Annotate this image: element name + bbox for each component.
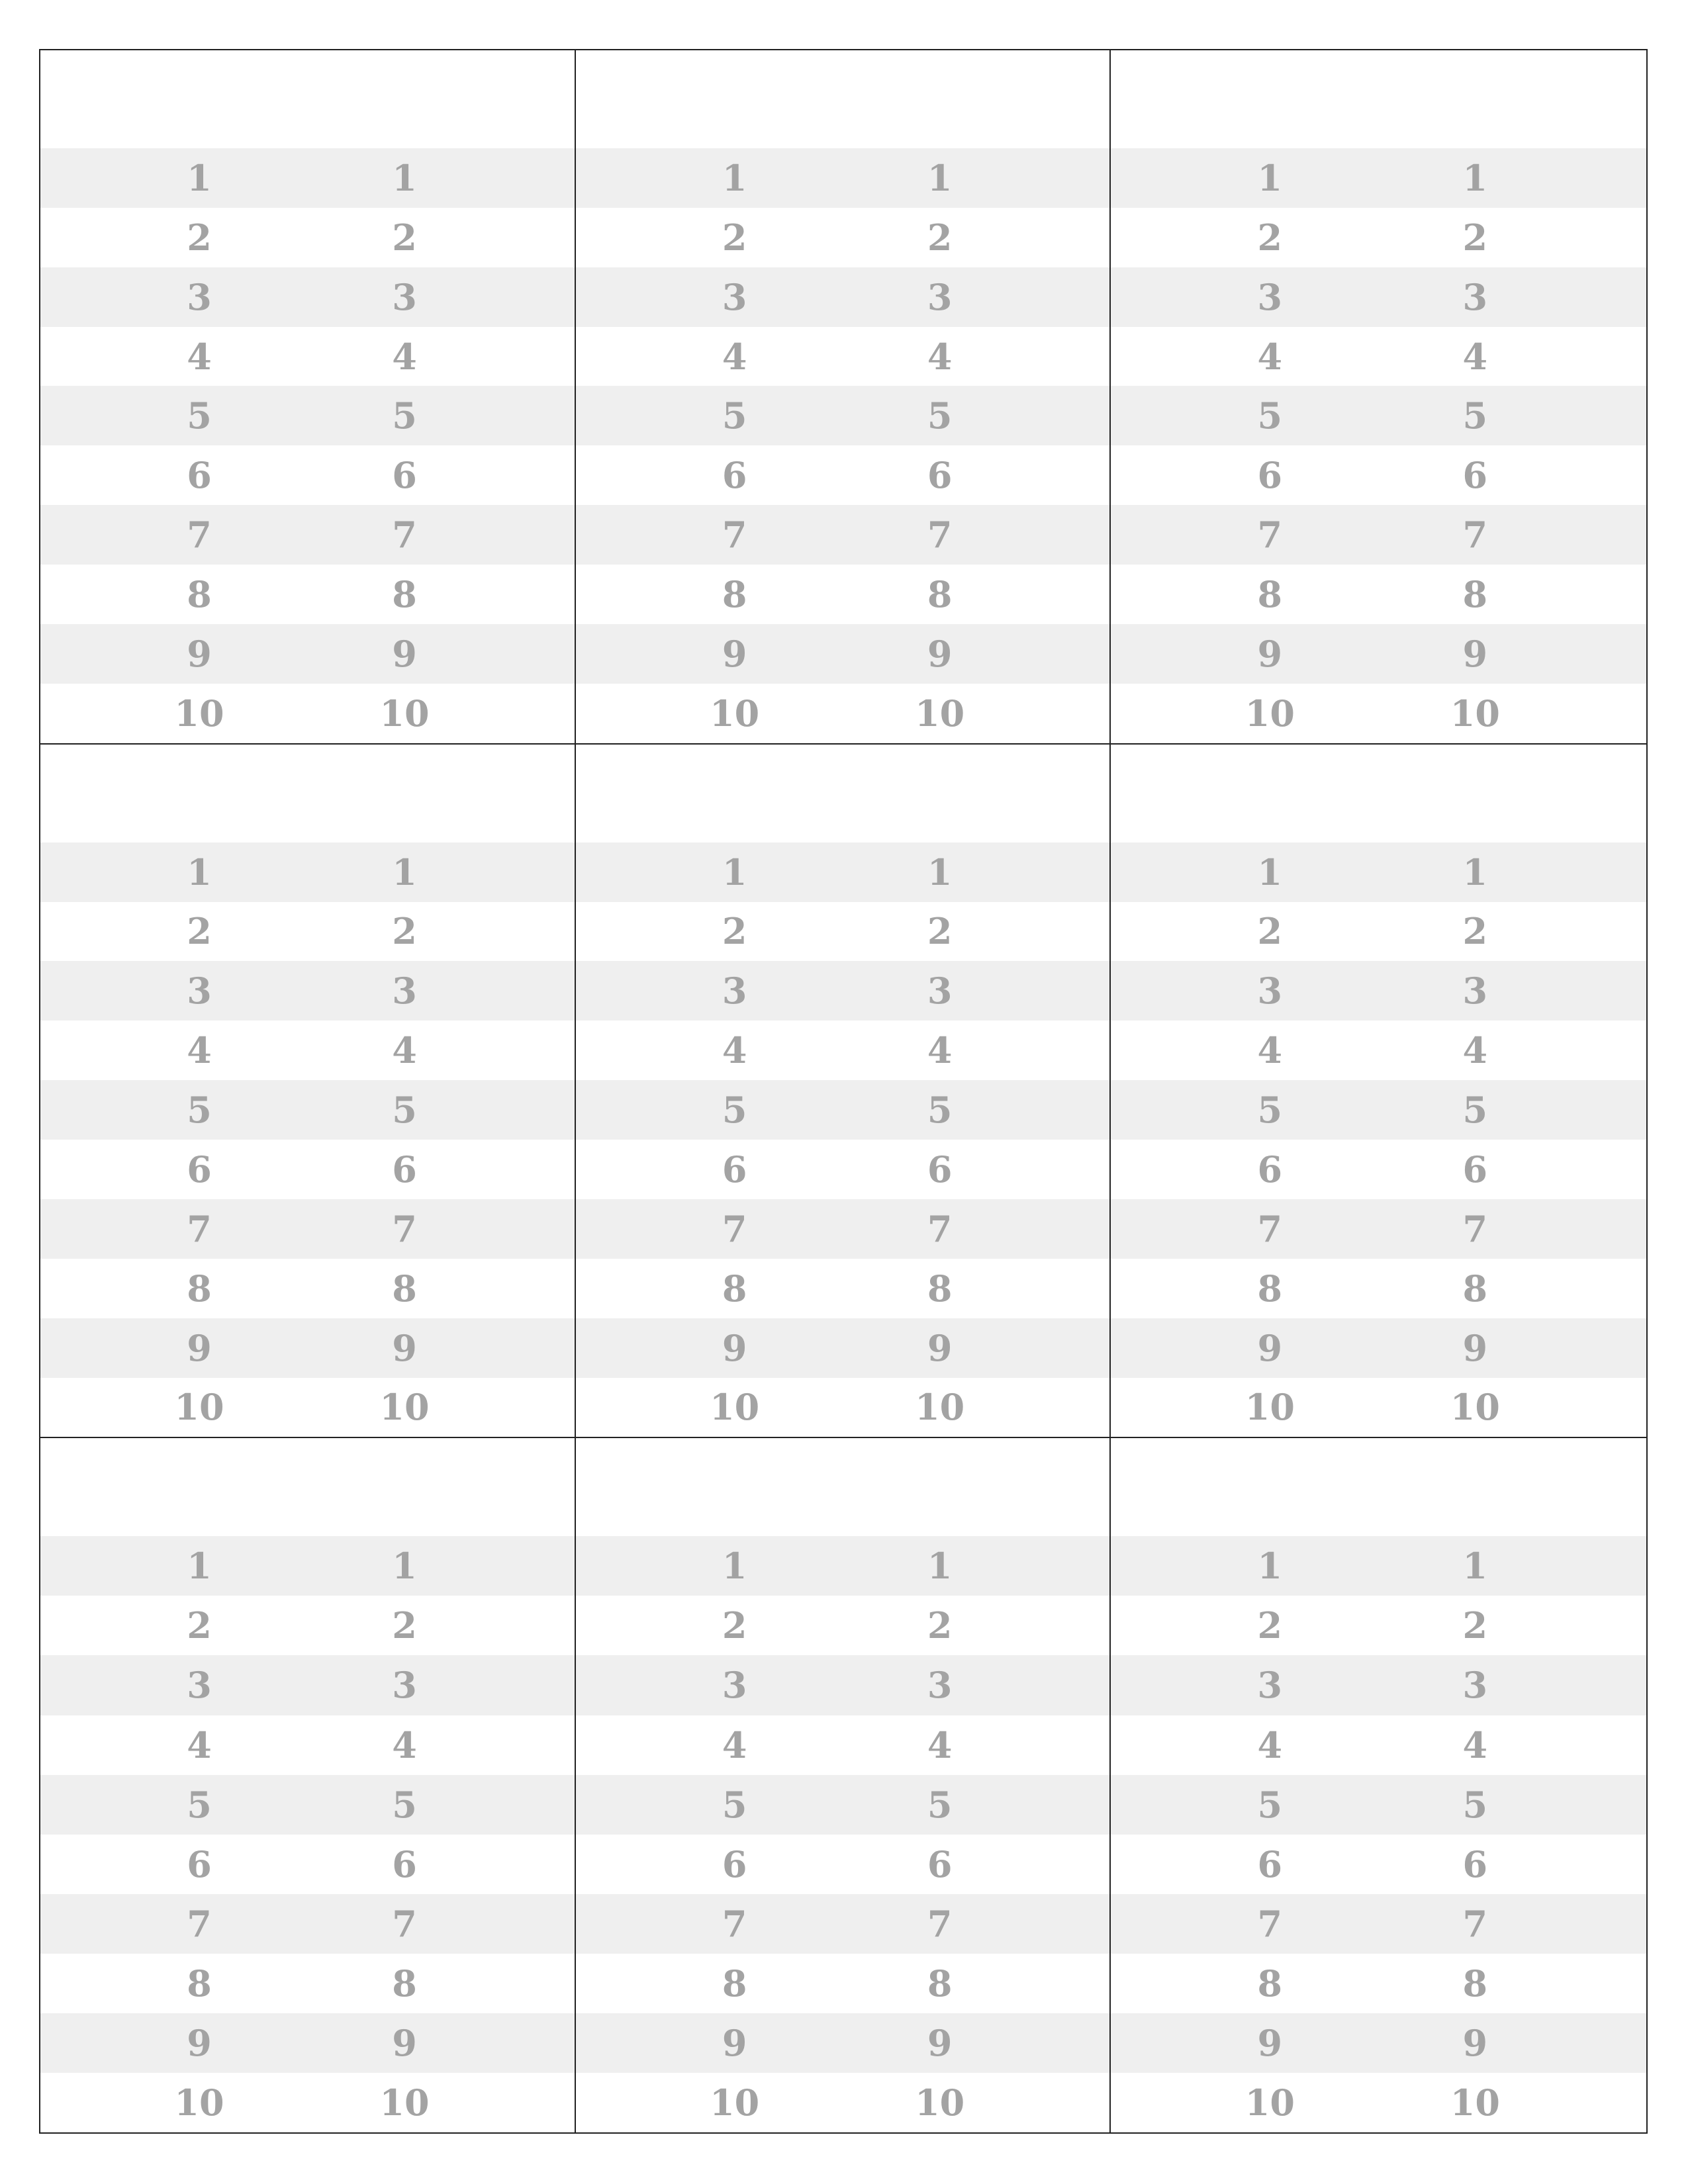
row-number-left: 2 <box>1257 216 1283 259</box>
card-rows <box>40 1536 575 2132</box>
answer-card-sheet <box>39 49 1648 2134</box>
score-row <box>576 842 1110 902</box>
row-number-right: 6 <box>927 1843 953 1886</box>
row-number-right: 10 <box>379 2081 430 2124</box>
row-number-right: 8 <box>392 572 417 615</box>
score-row <box>1111 1536 1646 1596</box>
row-number-left: 4 <box>187 335 212 378</box>
row-number-left: 5 <box>1257 1089 1283 1132</box>
row-number-right: 7 <box>392 514 417 557</box>
row-number-right: 4 <box>392 335 417 378</box>
score-row <box>576 148 1110 208</box>
row-number-left: 6 <box>1257 1148 1283 1191</box>
score-row <box>40 445 575 505</box>
row-number-left: 3 <box>187 275 212 318</box>
score-row <box>576 1775 1110 1835</box>
row-number-right: 5 <box>1462 1783 1488 1826</box>
score-row <box>1111 267 1646 327</box>
score-row <box>40 505 575 565</box>
row-number-left: 2 <box>187 910 212 953</box>
score-row <box>576 1536 1110 1596</box>
row-number-right: 3 <box>392 970 417 1013</box>
row-number-right: 6 <box>927 454 953 497</box>
score-row <box>1111 208 1646 267</box>
row-number-right: 7 <box>927 1207 953 1250</box>
row-number-left: 9 <box>187 1326 212 1369</box>
row-number-left: 8 <box>187 572 212 615</box>
row-number-left: 9 <box>722 632 747 675</box>
score-row <box>1111 1655 1646 1715</box>
row-number-left: 7 <box>187 514 212 557</box>
row-number-left: 10 <box>710 692 760 735</box>
score-row <box>1111 1199 1646 1259</box>
row-number-left: 4 <box>722 1723 747 1766</box>
row-number-left: 4 <box>187 1029 212 1072</box>
row-number-right: 1 <box>392 850 417 893</box>
score-row <box>1111 1080 1646 1140</box>
row-number-right: 6 <box>927 1148 953 1191</box>
score-row <box>40 1378 575 1437</box>
score-row <box>1111 445 1646 505</box>
row-number-right: 6 <box>392 454 417 497</box>
score-row <box>1111 148 1646 208</box>
row-number-left: 9 <box>722 1326 747 1369</box>
row-number-right: 4 <box>1462 1029 1488 1072</box>
score-row <box>576 565 1110 624</box>
score-row <box>1111 684 1646 743</box>
score-row <box>40 1140 575 1199</box>
row-number-right: 9 <box>392 2021 417 2064</box>
row-number-right: 8 <box>1462 1267 1488 1310</box>
row-number-right: 2 <box>927 1604 953 1647</box>
score-row <box>40 208 575 267</box>
card-header-blank <box>40 50 575 148</box>
score-card <box>576 50 1111 745</box>
score-row <box>576 2013 1110 2073</box>
row-number-right: 4 <box>392 1029 417 1072</box>
row-number-right: 9 <box>392 1326 417 1369</box>
row-number-left: 10 <box>174 692 224 735</box>
row-number-left: 1 <box>722 1545 747 1588</box>
row-number-right: 2 <box>1462 1604 1488 1647</box>
row-number-right: 1 <box>392 1545 417 1588</box>
score-row <box>1111 327 1646 387</box>
score-row <box>1111 624 1646 684</box>
row-number-left: 7 <box>722 1902 747 1945</box>
score-row <box>40 1894 575 1954</box>
row-number-left: 7 <box>722 514 747 557</box>
row-number-right: 10 <box>1450 692 1500 735</box>
card-rows <box>576 842 1110 1437</box>
score-row <box>1111 1140 1646 1199</box>
score-row <box>576 267 1110 327</box>
row-number-left: 6 <box>722 1148 747 1191</box>
row-number-right: 9 <box>927 1326 953 1369</box>
card-header-blank <box>1111 1438 1646 1536</box>
row-number-left: 10 <box>174 2081 224 2124</box>
row-number-right: 3 <box>927 275 953 318</box>
score-row <box>40 684 575 743</box>
score-row <box>1111 1021 1646 1080</box>
row-number-left: 3 <box>1257 275 1283 318</box>
score-row <box>40 624 575 684</box>
row-number-right: 4 <box>1462 335 1488 378</box>
score-card <box>40 50 576 745</box>
score-card <box>40 1438 576 2132</box>
card-header-blank <box>1111 50 1646 148</box>
row-number-right: 3 <box>927 1664 953 1707</box>
row-number-left: 7 <box>187 1207 212 1250</box>
row-number-left: 8 <box>1257 572 1283 615</box>
row-number-left: 6 <box>722 454 747 497</box>
row-number-left: 8 <box>187 1267 212 1310</box>
row-number-left: 4 <box>1257 1029 1283 1072</box>
row-number-left: 2 <box>722 1604 747 1647</box>
row-number-right: 8 <box>927 1267 953 1310</box>
row-number-right: 9 <box>927 2021 953 2064</box>
score-card <box>1111 50 1646 745</box>
row-number-left: 3 <box>187 1664 212 1707</box>
row-number-left: 4 <box>1257 1723 1283 1766</box>
row-number-left: 9 <box>187 2021 212 2064</box>
score-row <box>1111 1596 1646 1655</box>
row-number-left: 4 <box>722 1029 747 1072</box>
row-number-right: 1 <box>392 156 417 199</box>
row-number-left: 2 <box>722 216 747 259</box>
score-row <box>576 1199 1110 1259</box>
row-number-left: 5 <box>187 394 212 437</box>
row-number-right: 5 <box>927 394 953 437</box>
score-row <box>576 1715 1110 1775</box>
row-number-left: 2 <box>722 910 747 953</box>
score-card <box>40 745 576 1439</box>
row-number-left: 3 <box>187 970 212 1013</box>
row-number-right: 10 <box>915 2081 965 2124</box>
score-row <box>40 148 575 208</box>
score-row <box>1111 386 1646 445</box>
score-row <box>40 961 575 1021</box>
row-number-left: 6 <box>187 1843 212 1886</box>
row-number-right: 3 <box>1462 970 1488 1013</box>
card-header-blank <box>40 1438 575 1536</box>
row-number-left: 7 <box>1257 1902 1283 1945</box>
score-row <box>576 1021 1110 1080</box>
row-number-right: 6 <box>392 1843 417 1886</box>
score-row <box>40 1655 575 1715</box>
row-number-left: 4 <box>722 335 747 378</box>
row-number-right: 1 <box>927 156 953 199</box>
score-row <box>40 1536 575 1596</box>
row-number-left: 1 <box>187 1545 212 1588</box>
score-row <box>576 1318 1110 1378</box>
score-row <box>576 2073 1110 2132</box>
row-number-right: 3 <box>392 275 417 318</box>
row-number-right: 10 <box>915 1386 965 1429</box>
score-row <box>40 267 575 327</box>
row-number-right: 5 <box>392 394 417 437</box>
row-number-right: 8 <box>927 572 953 615</box>
row-number-right: 1 <box>1462 850 1488 893</box>
row-number-right: 8 <box>392 1962 417 2005</box>
score-row <box>576 1655 1110 1715</box>
row-number-left: 6 <box>187 1148 212 1191</box>
row-number-left: 3 <box>722 275 747 318</box>
row-number-right: 5 <box>927 1783 953 1826</box>
score-row <box>40 1318 575 1378</box>
score-row <box>1111 842 1646 902</box>
card-rows <box>40 842 575 1437</box>
row-number-left: 10 <box>174 1386 224 1429</box>
card-rows <box>40 148 575 743</box>
score-card <box>1111 745 1646 1439</box>
row-number-right: 2 <box>927 910 953 953</box>
score-row <box>1111 1894 1646 1954</box>
row-number-left: 5 <box>1257 394 1283 437</box>
score-row <box>40 1021 575 1080</box>
row-number-right: 4 <box>927 1029 953 1072</box>
score-row <box>576 1596 1110 1655</box>
row-number-left: 8 <box>1257 1962 1283 2005</box>
row-number-left: 7 <box>722 1207 747 1250</box>
score-row <box>576 624 1110 684</box>
score-row <box>1111 1318 1646 1378</box>
score-row <box>40 842 575 902</box>
row-number-right: 8 <box>1462 572 1488 615</box>
row-number-right: 3 <box>392 1664 417 1707</box>
score-row <box>576 1894 1110 1954</box>
row-number-right: 5 <box>392 1783 417 1826</box>
score-row <box>576 684 1110 743</box>
row-number-right: 9 <box>1462 2021 1488 2064</box>
row-number-right: 7 <box>1462 1207 1488 1250</box>
row-number-left: 2 <box>187 1604 212 1647</box>
card-header-blank <box>40 745 575 842</box>
score-row <box>40 1199 575 1259</box>
row-number-left: 3 <box>1257 1664 1283 1707</box>
row-number-left: 6 <box>187 454 212 497</box>
row-number-right: 10 <box>915 692 965 735</box>
score-row <box>1111 1715 1646 1775</box>
row-number-left: 3 <box>1257 970 1283 1013</box>
row-number-right: 5 <box>927 1089 953 1132</box>
card-rows <box>1111 842 1646 1437</box>
row-number-right: 2 <box>1462 910 1488 953</box>
score-row <box>576 902 1110 962</box>
row-number-left: 8 <box>722 1267 747 1310</box>
row-number-right: 5 <box>1462 394 1488 437</box>
card-header-blank <box>1111 745 1646 842</box>
score-row <box>40 902 575 962</box>
row-number-right: 3 <box>1462 275 1488 318</box>
row-number-right: 4 <box>1462 1723 1488 1766</box>
row-number-right: 9 <box>1462 632 1488 675</box>
score-row <box>40 1775 575 1835</box>
score-row <box>40 1259 575 1318</box>
row-number-right: 10 <box>1450 2081 1500 2124</box>
score-row <box>1111 961 1646 1021</box>
score-row <box>1111 2073 1646 2132</box>
row-number-right: 6 <box>392 1148 417 1191</box>
score-row <box>40 565 575 624</box>
score-row <box>576 1835 1110 1894</box>
score-row <box>1111 1259 1646 1318</box>
row-number-right: 9 <box>1462 1326 1488 1369</box>
row-number-left: 2 <box>187 216 212 259</box>
score-row <box>40 1596 575 1655</box>
score-row <box>576 1080 1110 1140</box>
row-number-left: 2 <box>1257 1604 1283 1647</box>
card-rows <box>1111 148 1646 743</box>
row-number-right: 3 <box>1462 1664 1488 1707</box>
row-number-left: 7 <box>1257 1207 1283 1250</box>
row-number-right: 9 <box>392 632 417 675</box>
row-number-left: 1 <box>1257 1545 1283 1588</box>
row-number-right: 7 <box>392 1902 417 1945</box>
row-number-left: 3 <box>722 970 747 1013</box>
row-number-left: 7 <box>187 1902 212 1945</box>
row-number-right: 6 <box>1462 1148 1488 1191</box>
score-row <box>1111 1775 1646 1835</box>
row-number-right: 5 <box>1462 1089 1488 1132</box>
row-number-right: 6 <box>1462 454 1488 497</box>
score-row <box>40 2013 575 2073</box>
row-number-right: 2 <box>1462 216 1488 259</box>
card-header-blank <box>576 1438 1110 1536</box>
score-row <box>1111 505 1646 565</box>
score-row <box>576 505 1110 565</box>
row-number-right: 7 <box>927 514 953 557</box>
score-row <box>40 386 575 445</box>
score-row <box>40 1715 575 1775</box>
row-number-right: 4 <box>392 1723 417 1766</box>
row-number-left: 5 <box>1257 1783 1283 1826</box>
row-number-right: 2 <box>392 216 417 259</box>
row-number-left: 10 <box>1244 2081 1295 2124</box>
row-number-right: 10 <box>379 1386 430 1429</box>
row-number-right: 8 <box>927 1962 953 2005</box>
row-number-left: 10 <box>710 2081 760 2124</box>
score-row <box>576 1259 1110 1318</box>
row-number-right: 2 <box>927 216 953 259</box>
row-number-right: 7 <box>392 1207 417 1250</box>
row-number-left: 10 <box>1244 692 1295 735</box>
score-row <box>576 327 1110 387</box>
row-number-right: 10 <box>1450 1386 1500 1429</box>
score-card <box>576 1438 1111 2132</box>
score-row <box>576 208 1110 267</box>
row-number-left: 8 <box>187 1962 212 2005</box>
row-number-right: 8 <box>1462 1962 1488 2005</box>
row-number-left: 6 <box>1257 454 1283 497</box>
row-number-right: 2 <box>392 1604 417 1647</box>
score-row <box>40 1835 575 1894</box>
row-number-right: 9 <box>927 632 953 675</box>
row-number-right: 7 <box>1462 1902 1488 1945</box>
row-number-left: 1 <box>1257 156 1283 199</box>
row-number-left: 9 <box>1257 1326 1283 1369</box>
score-row <box>576 1378 1110 1437</box>
row-number-right: 8 <box>392 1267 417 1310</box>
row-number-left: 9 <box>1257 632 1283 675</box>
score-row <box>576 1140 1110 1199</box>
row-number-left: 4 <box>187 1723 212 1766</box>
row-number-left: 9 <box>187 632 212 675</box>
row-number-left: 1 <box>187 850 212 893</box>
score-row <box>40 1954 575 2013</box>
row-number-right: 1 <box>927 1545 953 1588</box>
score-row <box>1111 565 1646 624</box>
row-number-right: 5 <box>392 1089 417 1132</box>
score-row <box>1111 1378 1646 1437</box>
row-number-left: 2 <box>1257 910 1283 953</box>
row-number-left: 1 <box>1257 850 1283 893</box>
row-number-right: 4 <box>927 1723 953 1766</box>
card-header-blank <box>576 50 1110 148</box>
score-row <box>576 961 1110 1021</box>
score-row <box>576 1954 1110 2013</box>
row-number-left: 8 <box>1257 1267 1283 1310</box>
row-number-left: 9 <box>722 2021 747 2064</box>
row-number-left: 10 <box>1244 1386 1295 1429</box>
row-number-left: 3 <box>722 1664 747 1707</box>
row-number-left: 10 <box>710 1386 760 1429</box>
score-row <box>40 327 575 387</box>
score-row <box>1111 902 1646 962</box>
score-row <box>1111 1835 1646 1894</box>
row-number-right: 1 <box>1462 156 1488 199</box>
score-row <box>576 386 1110 445</box>
row-number-left: 7 <box>1257 514 1283 557</box>
row-number-right: 1 <box>927 850 953 893</box>
score-row <box>40 2073 575 2132</box>
row-number-right: 3 <box>927 970 953 1013</box>
row-number-left: 8 <box>722 572 747 615</box>
row-number-right: 4 <box>927 335 953 378</box>
score-row <box>40 1080 575 1140</box>
row-number-left: 8 <box>722 1962 747 2005</box>
score-row <box>576 445 1110 505</box>
row-number-right: 2 <box>392 910 417 953</box>
score-card <box>1111 1438 1646 2132</box>
card-rows <box>576 148 1110 743</box>
card-header-blank <box>576 745 1110 842</box>
row-number-right: 1 <box>1462 1545 1488 1588</box>
card-rows <box>576 1536 1110 2132</box>
row-number-left: 1 <box>722 156 747 199</box>
score-row <box>1111 1954 1646 2013</box>
row-number-left: 5 <box>187 1783 212 1826</box>
row-number-left: 6 <box>1257 1843 1283 1886</box>
row-number-left: 5 <box>722 1089 747 1132</box>
row-number-left: 5 <box>187 1089 212 1132</box>
row-number-left: 5 <box>722 394 747 437</box>
row-number-left: 1 <box>187 156 212 199</box>
row-number-right: 7 <box>1462 514 1488 557</box>
row-number-left: 1 <box>722 850 747 893</box>
row-number-left: 9 <box>1257 2021 1283 2064</box>
row-number-left: 6 <box>722 1843 747 1886</box>
score-card <box>576 745 1111 1439</box>
row-number-left: 4 <box>1257 335 1283 378</box>
row-number-left: 5 <box>722 1783 747 1826</box>
row-number-right: 7 <box>927 1902 953 1945</box>
row-number-right: 10 <box>379 692 430 735</box>
row-number-right: 6 <box>1462 1843 1488 1886</box>
score-row <box>1111 2013 1646 2073</box>
card-rows <box>1111 1536 1646 2132</box>
